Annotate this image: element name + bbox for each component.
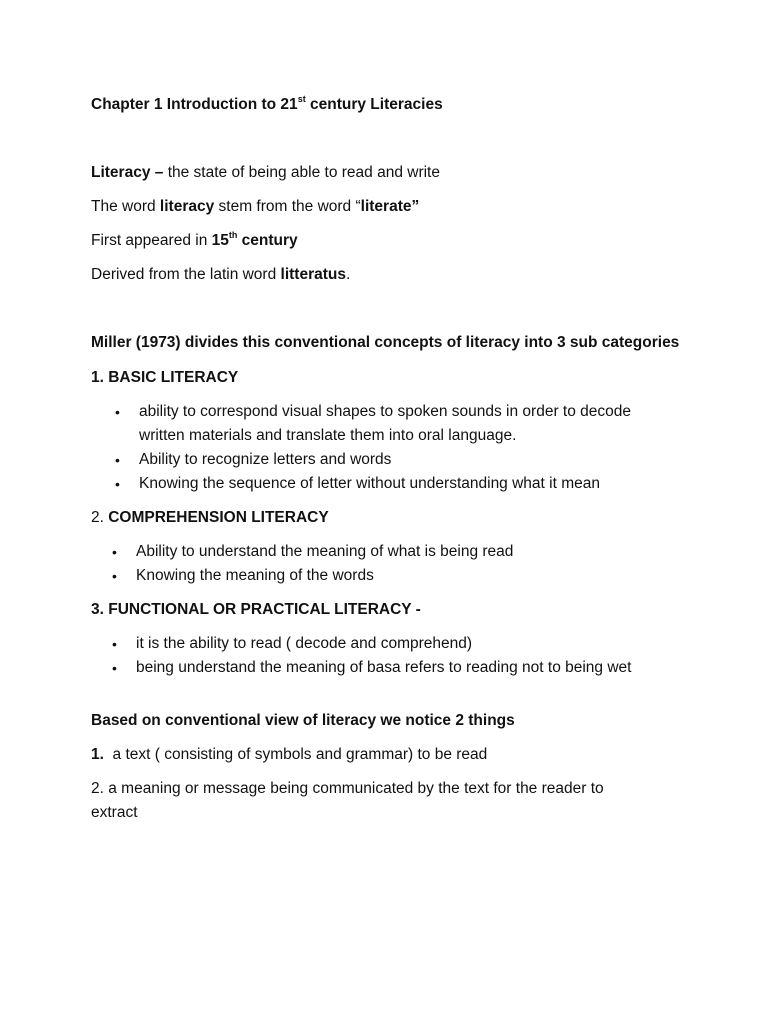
list-item-text: Ability to understand the meaning of what is being read xyxy=(136,543,514,560)
page-title xyxy=(91,93,708,117)
comprehension-list xyxy=(112,540,676,588)
literacy-definition xyxy=(91,161,708,185)
word-line-pre: The word xyxy=(91,198,160,215)
title-suffix: century Literacies xyxy=(305,96,443,113)
bullet-icon: • xyxy=(115,452,120,468)
list-item xyxy=(112,656,676,680)
functional-list xyxy=(112,632,676,680)
functional-heading-text: 3. FUNCTIONAL OR PRACTICAL LITERACY - xyxy=(91,601,421,618)
literacy-definition-text: the state of being able to read and write xyxy=(167,164,440,181)
bullet-icon: • xyxy=(112,568,117,584)
basic-literacy-heading xyxy=(91,366,708,390)
list-item-text: ability to correspond visual shapes to spoken sounds in order to decode written materials and translate them into oral language. xyxy=(139,403,631,444)
comprehension-heading-text: COMPREHENSION LITERACY xyxy=(108,509,329,526)
literacy-term: Literacy – xyxy=(91,164,168,181)
conventional-heading xyxy=(91,709,708,733)
comprehension-num: 2. xyxy=(91,509,109,526)
list-item xyxy=(112,564,676,588)
derived-line xyxy=(91,263,708,287)
bullet-icon: • xyxy=(112,544,117,560)
word-line-source: literate” xyxy=(360,198,420,215)
bullet-icon: • xyxy=(112,660,117,676)
list-item-text: being understand the meaning of basa refers to reading not to being wet xyxy=(136,659,632,676)
derived-post: . xyxy=(346,266,351,283)
list-item-text: Ability to recognize letters and words xyxy=(139,451,392,468)
list-item-text: Knowing the sequence of letter without understanding what it mean xyxy=(139,475,600,492)
basic-literacy-list xyxy=(115,400,669,496)
conventional-point-2: 2. a meaning or message being communicated by the text for the reader to extract xyxy=(91,780,604,821)
bullet-icon: • xyxy=(115,476,120,492)
functional-heading xyxy=(91,598,708,622)
bullet-icon: • xyxy=(112,636,117,652)
point-1-num: 1. xyxy=(91,746,104,763)
point-1-text: a text ( consisting of symbols and grammar) to be read xyxy=(103,746,488,763)
list-item xyxy=(115,448,669,472)
conventional-point-1 xyxy=(91,743,708,767)
appeared-num: 15 xyxy=(211,232,229,249)
appeared-pre: First appeared in xyxy=(91,232,212,249)
derived-pre: Derived from the latin word xyxy=(91,266,281,283)
list-item xyxy=(115,400,669,448)
list-item-text: Knowing the meaning of the words xyxy=(136,567,374,584)
first-appeared-line xyxy=(91,229,708,253)
basic-heading-text: 1. BASIC LITERACY xyxy=(91,369,239,386)
list-item xyxy=(112,540,676,564)
appeared-post: century xyxy=(237,232,298,249)
list-item-text: it is the ability to read ( decode and comprehend) xyxy=(136,635,473,652)
miller-heading xyxy=(91,331,708,355)
word-line-mid: stem from the word “ xyxy=(214,198,361,215)
appeared-superscript: th xyxy=(228,230,238,240)
list-item xyxy=(115,472,669,496)
title-superscript: st xyxy=(297,94,306,104)
bullet-icon: • xyxy=(115,404,120,420)
miller-text: Miller (1973) divides this conventional concepts of literacy into 3 sub categories xyxy=(91,334,680,351)
title-prefix: Chapter 1 Introduction to 21 xyxy=(91,96,298,113)
conventional-heading-text: Based on conventional view of literacy we notice 2 things xyxy=(91,712,515,729)
word-line-word: literacy xyxy=(159,198,215,215)
derived-word: litteratus xyxy=(280,266,346,283)
comprehension-heading xyxy=(91,506,708,530)
word-origin-line xyxy=(91,195,708,219)
list-item xyxy=(112,632,676,656)
